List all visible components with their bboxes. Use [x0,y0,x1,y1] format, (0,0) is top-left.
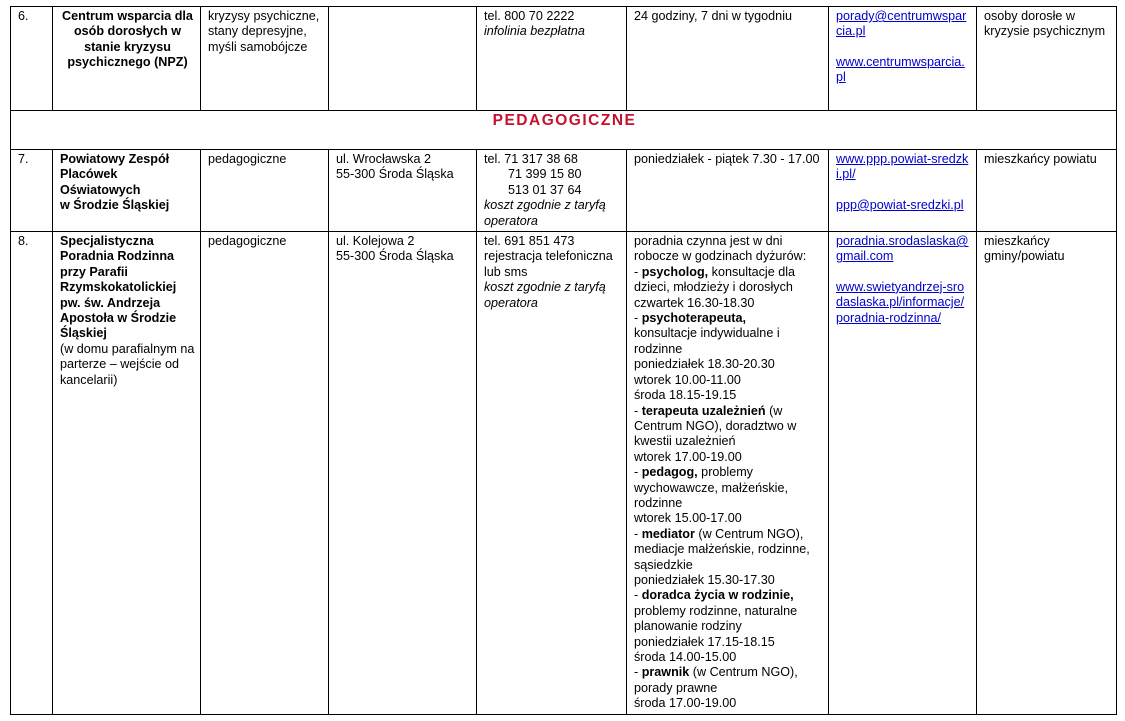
email-link[interactable]: porady@centrumwsparcia.pl [836,9,967,39]
service-description: (w Centrum NGO), doradztwo w kwestii uzależnień [634,403,797,449]
row-number: 6. [11,7,53,111]
contact-cell [477,150,627,232]
online-contact-cell [829,150,977,232]
service-time: poniedziałek 15.30-17.30 [634,572,775,587]
website-link[interactable]: www.centrumwsparcia.pl [836,54,965,85]
opening-hours [627,232,829,715]
contact-cell [477,7,627,111]
address-city: 55-300 Środa Śląska [336,167,454,182]
email-link[interactable]: poradnia.srodaslaska@gmail.com [836,234,969,264]
phone-description: rejestracja telefoniczna lub sms [484,249,613,279]
service-pedagog: - pedagog, problemy wychowawcze, małżeńskie, rodzinne [634,465,788,510]
address [329,150,477,232]
phone-note: koszt zgodnie z taryfą operatora [484,280,606,310]
row-number: 8. [11,232,53,715]
service-terapeuta: - terapeuta uzależnień (w Centrum NGO), doradztwo w kwestii uzależnień [634,403,797,449]
service-time: środa 17.00-19.00 [634,696,737,711]
website-link[interactable]: www.swietyandrzej-srodaslaska.pl/informacje/poradnia-rodzinna/ [836,279,965,325]
service-description: konsultacje dla dzieci, młodzieży i dorosłych [634,264,795,295]
service-prawnik: - prawnik (w Centrum NGO), porady prawne [634,665,798,695]
institution-name-text: Specjalistyczna Poradnia Rodzinna przy Parafii Rzymskokatolickiej pw. św. Andrzeja Apostoła w Środzie Śląskiej [60,234,177,341]
service-time: wtorek 17.00-19.00 [634,449,742,464]
address [329,7,477,111]
address-street: ul. Wrocławska 2 [336,152,431,166]
service-description: (w Centrum NGO), mediacje małżeńskie, rodzinne, sąsiedzkie [634,526,810,572]
service-title: psychoterapeuta, [641,311,746,326]
row-number: 7. [11,150,53,232]
phone: 71 399 15 80 [508,167,582,182]
service-psycholog: - psycholog, konsultacje dla dzieci, młodzieży i dorosłych [634,264,795,295]
table-row [11,150,1117,232]
opening-hours: 24 godziny, 7 dni w tygodniu [627,7,829,111]
service-title: terapeuta uzależnień [641,403,766,418]
support-type: pedagogiczne [201,232,329,715]
service-description: problemy wychowawcze, małżeńskie, rodzinne [634,465,788,510]
service-title: pedagog, [641,465,698,480]
phone: tel. 691 851 473 [484,234,575,249]
service-mediator: - mediator (w Centrum NGO), mediacje małżeńskie, rodzinne, sąsiedzkie [634,526,810,572]
address-city: 55-300 Środa Śląska [336,249,454,264]
service-title: prawnik [641,665,690,680]
institution-name [53,232,201,715]
institution-name-line: w Środzie Śląskiej [60,198,170,213]
service-doradca: - doradca życia w rodzinie, problemy rodzinne, naturalne planowanie rodziny [634,588,798,634]
recipients: mieszkańcy powiatu [977,150,1117,232]
institution-name-line: Oświatowych [60,182,141,197]
phone: tel. 800 70 2222 [484,9,575,23]
institution-location-note: (w domu parafialnym na parterze – wejście od kancelarii) [60,341,195,387]
service-time: środa 18.15-19.15 [634,388,737,403]
service-time: wtorek 10.00-11.00 [634,372,741,387]
institution-name: Centrum wsparcia dla osób dorosłych w stanie kryzysu psychicznego (NPZ) [53,7,201,111]
service-description: problemy rodzinne, naturalne planowanie rodziny [634,603,798,634]
phone-note: koszt zgodnie z taryfą operatora [484,198,606,228]
service-description: (w Centrum NGO), porady prawne [634,665,798,695]
service-title: doradca życia w rodzinie, [641,588,794,603]
section-header [11,111,1117,150]
address [329,232,477,715]
service-psychoterapeuta: - psychoterapeuta, [634,311,746,326]
section-title: PEDAGOGICZNE [492,112,637,129]
service-time: poniedziałek 17.15-18.15 [634,634,775,649]
service-title: psycholog, [641,264,709,279]
phone: tel. 71 317 38 68 [484,152,578,166]
phone: 513 01 37 64 [508,182,582,197]
opening-hours: poniedziałek - piątek 7.30 - 17.00 [627,150,829,232]
email-link[interactable]: ppp@powiat-sredzki.pl [836,197,964,212]
service-description: konsultacje indywidualne i rodzinne [634,326,780,356]
online-contact-cell [829,7,977,111]
contact-cell [477,232,627,715]
recipients: mieszkańcy gminy/powiatu [977,232,1117,715]
table-row [11,232,1117,715]
recipients: osoby dorosłe w kryzysie psychicznym [977,7,1117,111]
service-time: środa 14.00-15.00 [634,650,737,664]
phone-note: infolinia bezpłatna [484,24,585,39]
institution-name [53,150,201,232]
table-row [11,7,1117,111]
service-time: poniedziałek 18.30-20.30 [634,357,775,372]
online-contact-cell [829,232,977,715]
services-table [10,6,1117,715]
service-title: mediator [641,526,695,541]
support-type: pedagogiczne [201,150,329,232]
service-time: wtorek 15.00-17.00 [634,511,742,526]
institution-name-line: Powiatowy Zespół [60,152,170,166]
service-time: czwartek 16.30-18.30 [634,295,755,310]
hours-intro: poradnia czynna jest w dni robocze w godzinach dyżurów: [634,234,807,264]
address-street: ul. Kolejowa 2 [336,234,415,249]
website-link[interactable]: www.ppp.powiat-sredzki.pl/ [836,152,969,182]
support-type: kryzysy psychiczne, stany depresyjne, myśli samobójcze [201,7,329,111]
institution-name-line: Placówek [60,167,118,182]
section-row [11,111,1117,150]
